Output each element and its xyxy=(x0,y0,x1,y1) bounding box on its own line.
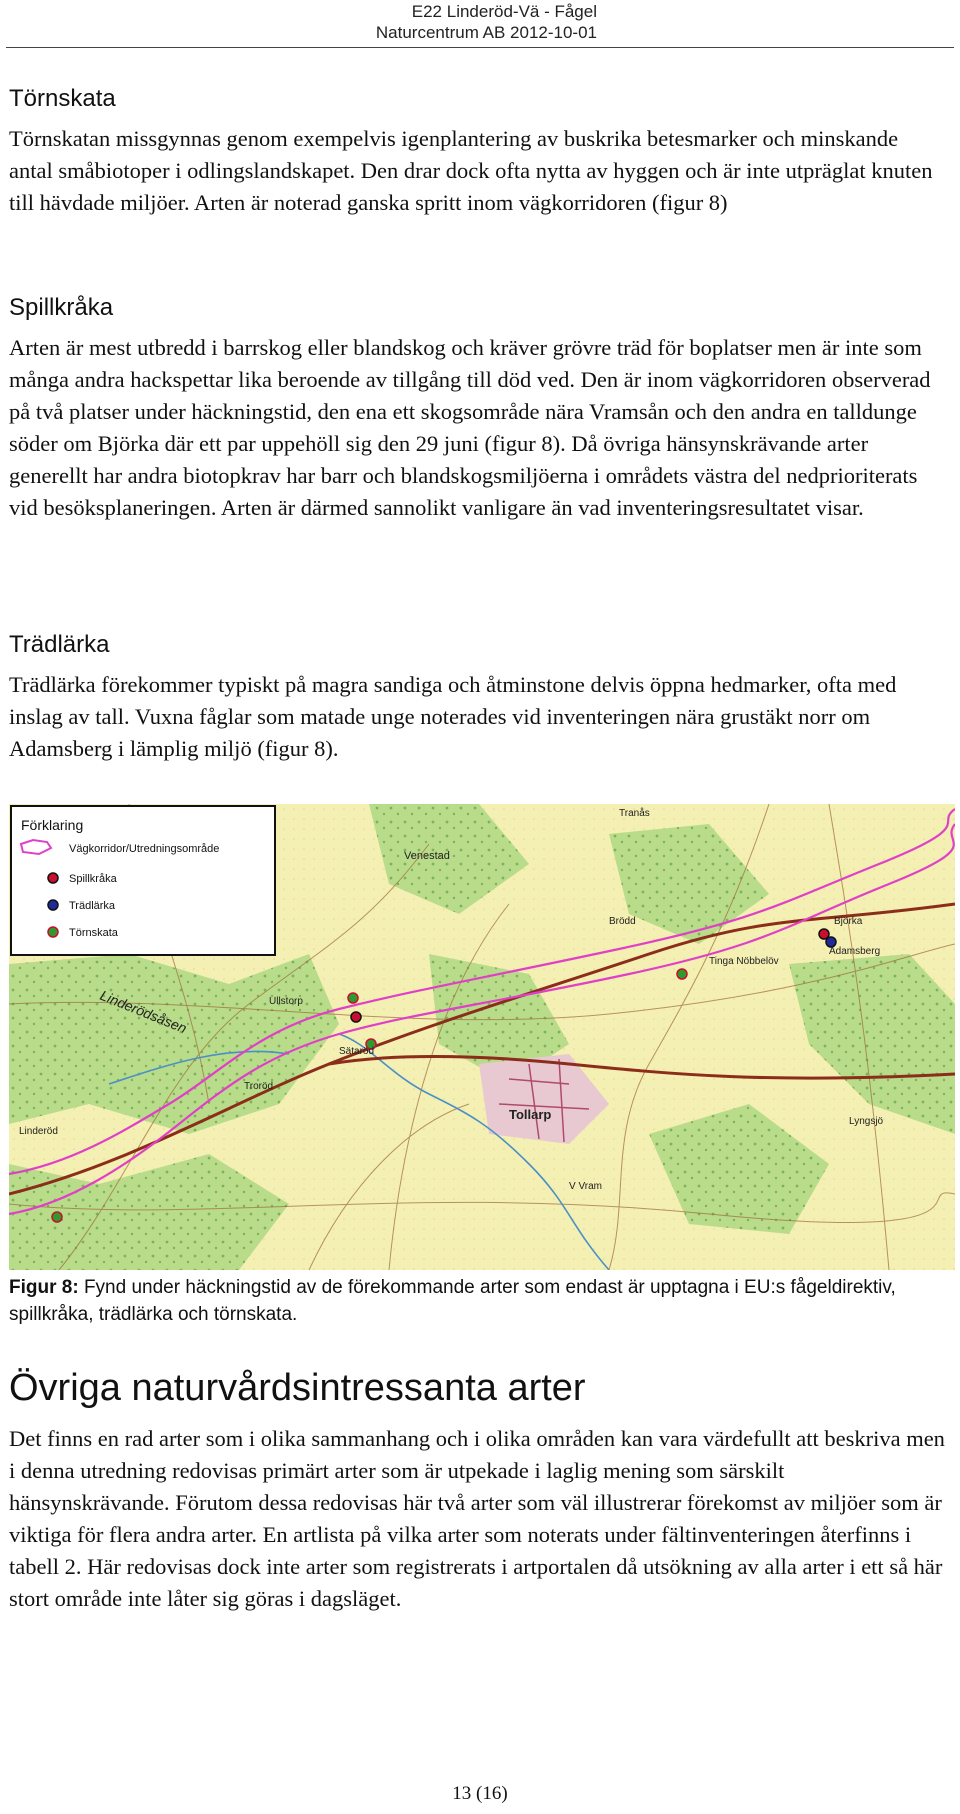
legend-title: Förklaring xyxy=(21,817,84,833)
caption-text: Fynd under häckningstid av de förekommande arter som endast är upptagna i EU:s fågeldirektiv, spillkråka, trädlärka och törnskata. xyxy=(9,1277,896,1325)
map-image xyxy=(9,804,955,1270)
header-author-date: Naturcentrum AB 2012-10-01 xyxy=(375,23,597,42)
page-number: 13 (16) xyxy=(452,1783,508,1804)
svg-text:V Vram: V Vram xyxy=(569,1181,602,1192)
page-header xyxy=(0,0,960,50)
figure-caption xyxy=(9,1274,949,1328)
legend-item: Spillkråka xyxy=(69,873,117,885)
svg-text:Troröd: Troröd xyxy=(244,1081,274,1092)
section-tradlarka xyxy=(9,630,947,765)
svg-text:Tollarp: Tollarp xyxy=(509,1107,552,1122)
section-heading: Trädlärka xyxy=(9,631,110,658)
caption-label: Figur 8: xyxy=(9,1277,79,1298)
section-heading: Spillkråka xyxy=(9,294,114,321)
svg-text:Lyngsjö: Lyngsjö xyxy=(849,1116,884,1127)
svg-text:Björka: Björka xyxy=(834,916,863,927)
svg-text:Ullstorp: Ullstorp xyxy=(269,996,303,1007)
map-place: Linderöd xyxy=(19,1126,58,1137)
section-text: Törnskatan missgynnas genom exempelvis igenplantering av buskrika betesmarker och minskande antal småbiotoper i odlingslandskapet. Den drar dock ofta nytta av hyggen och är inte utpräglat knuten till hävdade miljöer. Arten är noterad ganska spritt inom vägkorridoren (figur 8) xyxy=(9,126,933,215)
section2-heading: Övriga naturvårdsintressanta arter xyxy=(9,1367,586,1409)
section-text: Trädlärka förekommer typiskt på magra sandiga och åtminstone delvis öppna hedmarker, ofta med inslag av tall. Vuxna fåglar som matade unge noterades vid inventeringen nära grustäkt norr om Adamsberg i lämplig miljö (figur 8). xyxy=(9,672,897,761)
svg-text:Brödd: Brödd xyxy=(609,916,636,927)
section2-body xyxy=(9,1423,947,1615)
svg-text:Tinga Nöbbelöv: Tinga Nöbbelöv xyxy=(709,956,779,967)
header-project-title: E22 Linderöd-Vä - Fågel xyxy=(411,2,597,21)
svg-text:Tranås: Tranås xyxy=(619,808,650,819)
legend-item: Törnskata xyxy=(69,927,118,939)
section-text: Arten är mest utbredd i barrskog eller blandskog och kräver grövre träd för boplatser men är inte som många andra hackspettar lika beroende av tillgång till död ved. Den är inom vägkorridoren observerad på två platser under häckningstid, den ena ett skogsområde nära Vramsån och den andra en talldunge söder om Björka där ett par uppehöll sig den 29 juni (figur 8). Då övriga hänsynskrävande arter generellt har andra biotopkrav har barr och blandskogsmiljöerna i områdets västra del nedprioriterats vid besöksplaneringen. Arten är därmed sannolikt vanligare än vad inventeringsresultatet visar. xyxy=(9,335,931,520)
section2-text: Det finns en rad arter som i olika sammanhang och i olika områden kan vara värdefullt att beskriva men i denna utredning redovisas primärt arter som är utpekade i laglig mening som särskilt hänsynskrävande. Förutom dessa redovisas här två arter som väl illustrerar förekomst av miljöer som är viktiga för flera andra arter. En artlista på vilka arter som noterats under fältinventeringen återfinns i tabell 2. Här redovisas dock inte arter som registrerats i artportalen då utsökning av alla arter i ett så här stort område inte låter sig göras i dagsläget. xyxy=(9,1426,945,1611)
header-rule xyxy=(6,47,954,48)
map-legend xyxy=(11,806,275,955)
svg-text:Linderödsåsen: Linderödsåsen xyxy=(97,986,190,1037)
legend-item: Trädlärka xyxy=(69,900,116,912)
svg-text:Sätaröd: Sätaröd xyxy=(339,1046,375,1057)
svg-text:Adamsberg: Adamsberg xyxy=(829,946,881,957)
figure-map xyxy=(9,804,955,1270)
section-tornskata xyxy=(9,84,947,219)
section-heading: Törnskata xyxy=(9,85,116,112)
section-spillkraka xyxy=(9,293,947,524)
legend-item: Vägkorridor/Utredningsområde xyxy=(69,843,220,855)
svg-text:Venestad: Venestad xyxy=(404,850,450,862)
